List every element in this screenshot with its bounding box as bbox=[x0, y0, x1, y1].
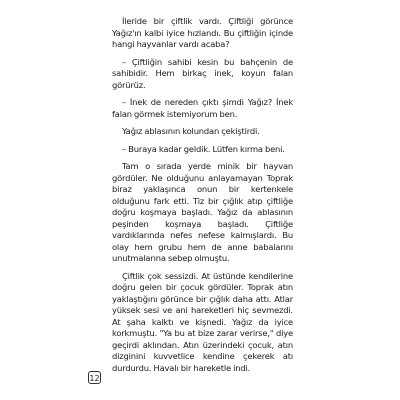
story-text bbox=[112, 16, 293, 380]
paragraph-2: – Çiftliğin sahibi kesin bu bahçenin de sahibidir. Hem birkaç inek, koyun falan görürüz. bbox=[112, 56, 293, 90]
paragraph-5: – Buraya kadar geldik. Lütfen kırma beni. bbox=[122, 143, 285, 154]
paragraph-1: İleride bir çiftlik vardı. Çiftliği görünce Yağız'ın kalbi iyice hızlandı. Bu çiftliğin içinde hangi hayvanlar vardı acaba? bbox=[112, 16, 293, 49]
page-number-badge: 12 bbox=[88, 371, 101, 384]
paragraph-7: Çiftlik çok sessizdi. At üstünde kendilerine doğru gelen bir çocuk gördüler. Toprak atın yaklaştığını görünce bir çığlık daha attı. Atlar yüksek sesi ve ani hareketleri hiç sevmezdi. At şaha kalktı ve kişnedi. Yağız da iyice korkmuştu. "Ya bu at bize zarar verirse," diye geçirdi aklından. Atın üzerindeki çocuk, atın dizginini kuvvetlice kendine çekerek atı durdurdu. Havalı bir hareketle indi. bbox=[112, 270, 293, 373]
paragraph-3: – İnek de nereden çıktı şimdi Yağız? İnek falan görmek istemiyorum ben. bbox=[112, 97, 293, 119]
paragraph-4: Yağız ablasının kolundan çekiştirdi. bbox=[122, 126, 260, 136]
paragraph-6: Tam o sırada yerde minik bir hayvan gördüler. Ne olduğunu anlayamayan Toprak biraz yaklaşınca onun bir kertenkele olduğunu fark etti. Tiz bir çığlık atıp çiftliğe doğru koşmaya başladı. Yağız da ablasının peşinden koşmaya başladı. Çiftliğe vardıklarında nefes nefese kalmışlardı. Bu olay hem grubu hem de anne babalarını unutmalarına sebep olmuştu. bbox=[112, 161, 293, 263]
